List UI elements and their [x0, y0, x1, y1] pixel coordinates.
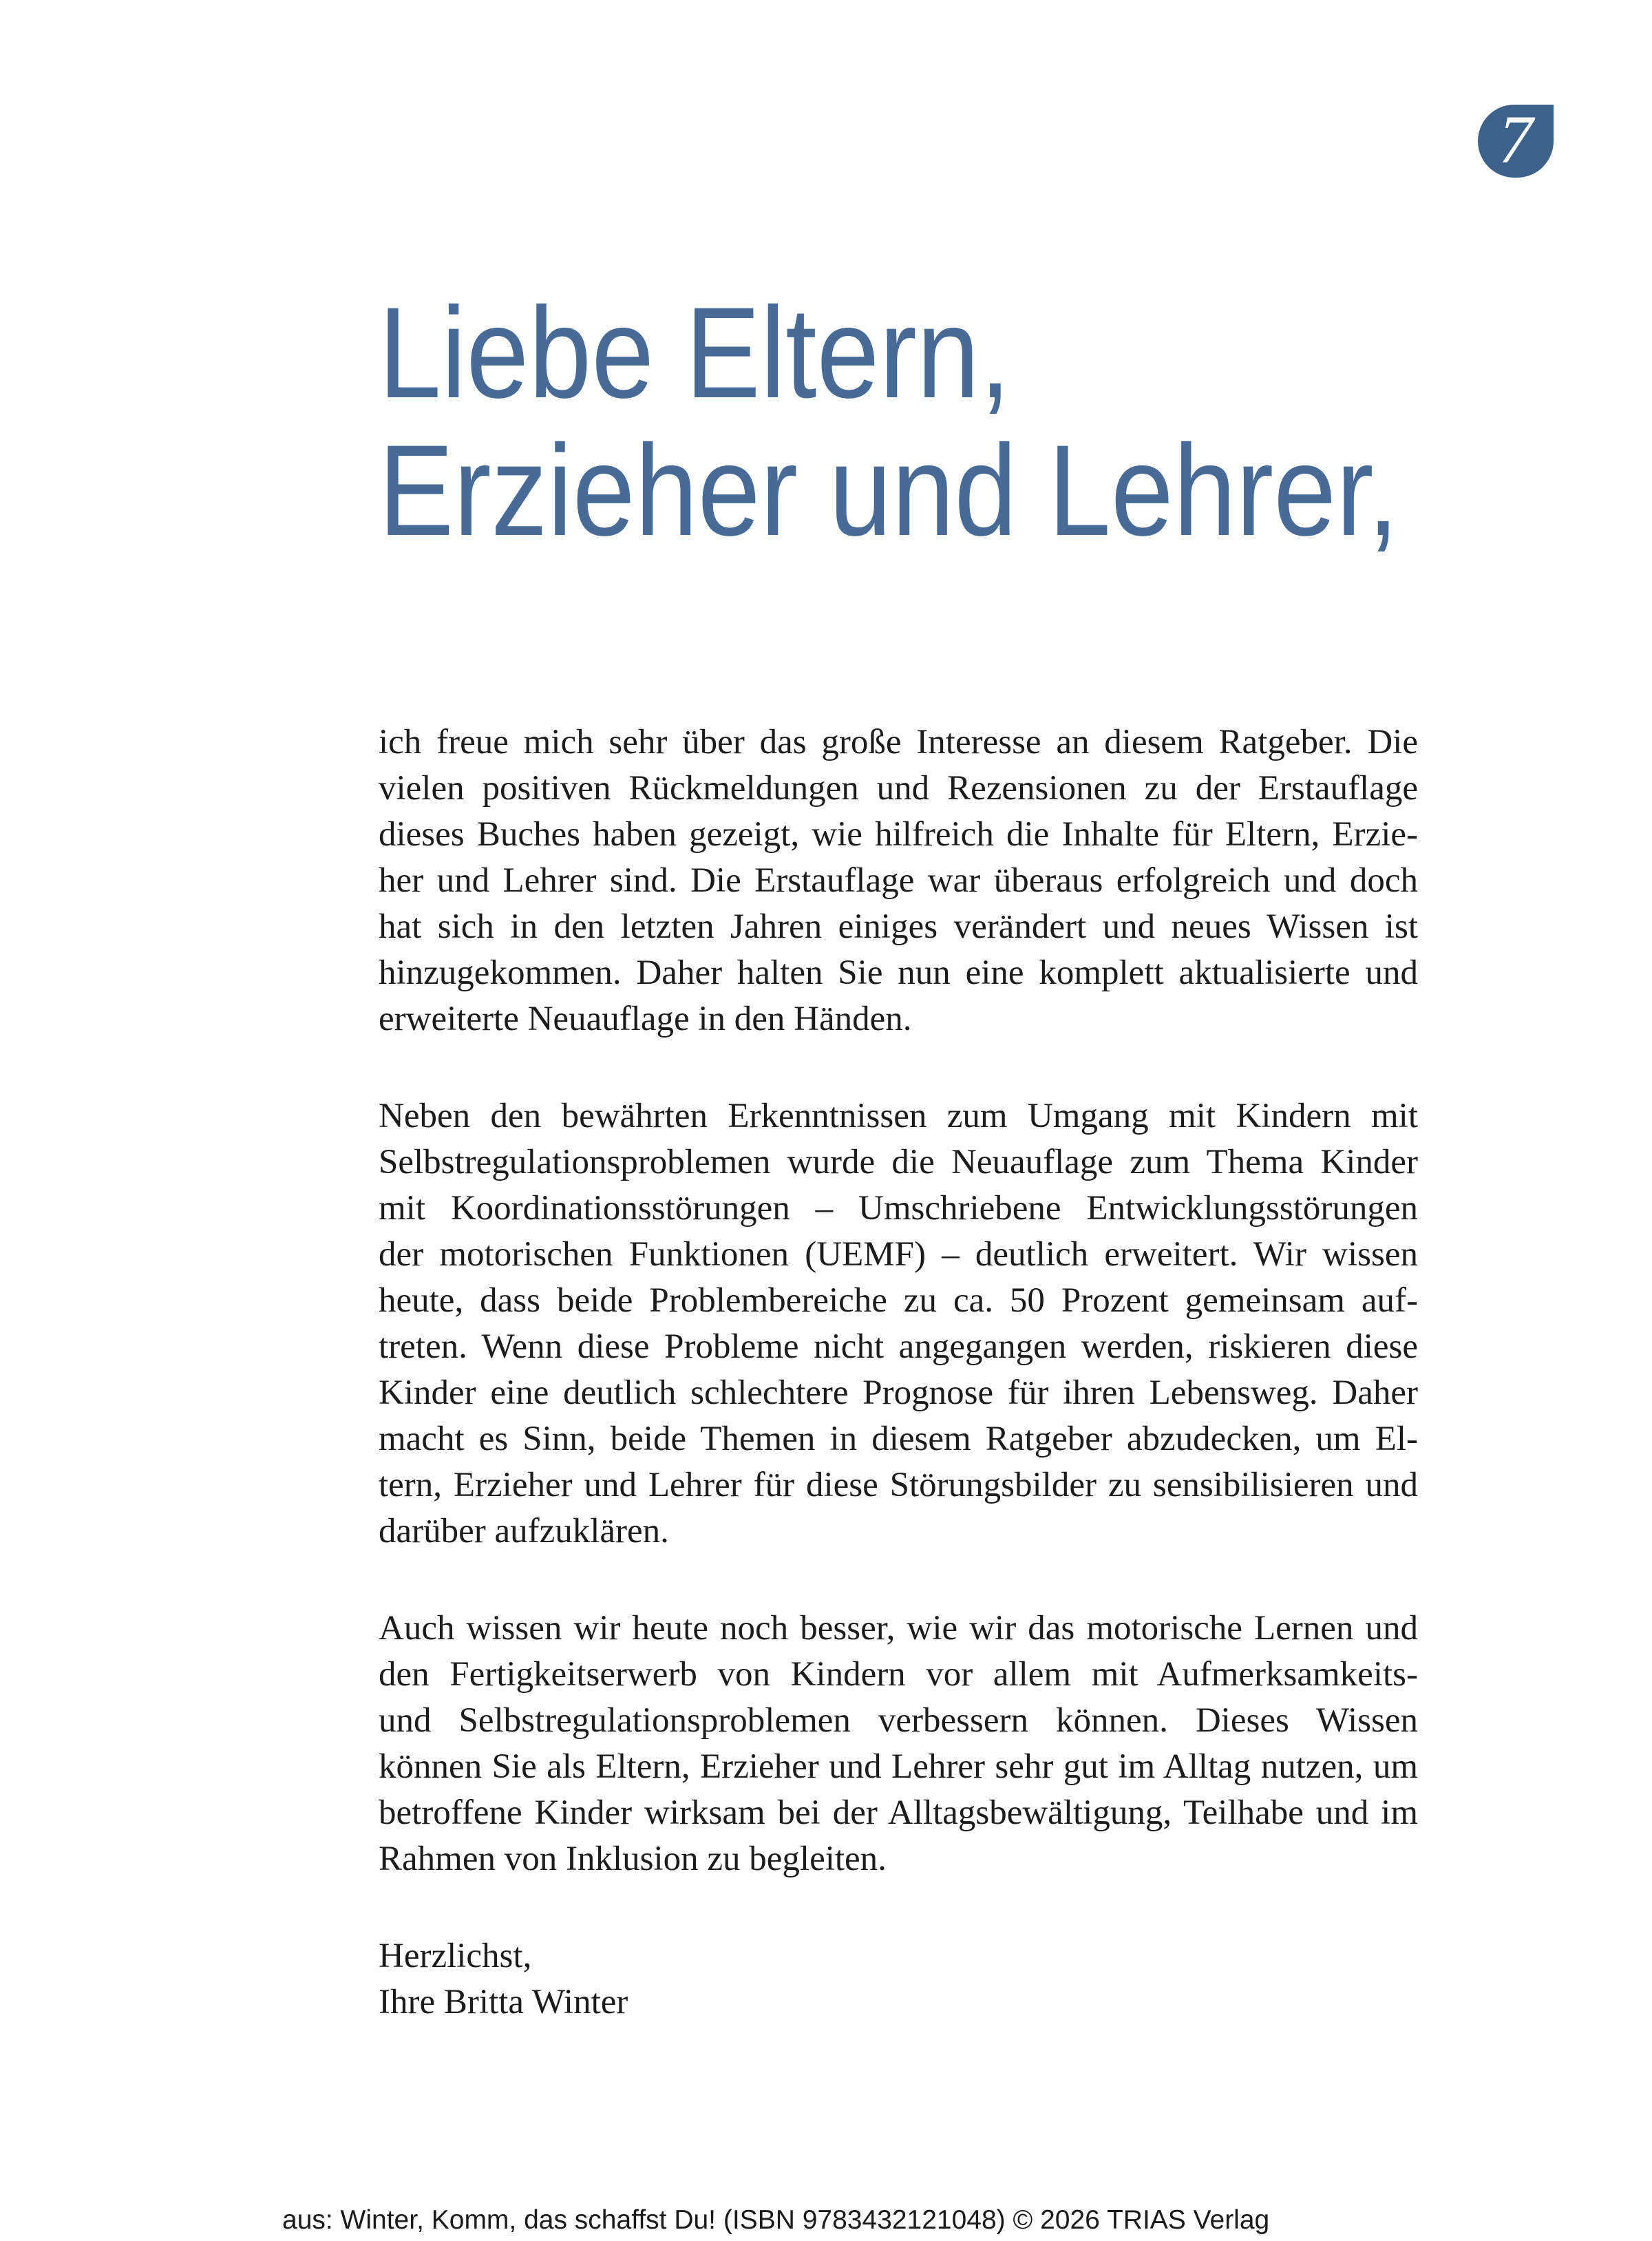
text-line: und Selbstregulationsproblemen verbessern können. Dieses Wissen: [379, 1701, 1418, 1740]
text-line: heute, dass beide Problembereiche zu ca. 50 Prozent gemeinsam auf-: [379, 1281, 1418, 1320]
text-line: Rahmen von Inklusion zu begleiten.: [379, 1840, 887, 1878]
text-line: den Fertigkeitserwerb von Kindern vor allem mit Aufmerksamkeits-: [379, 1655, 1418, 1694]
chapter-title: [379, 280, 1399, 562]
footer-credit: aus: Winter, Komm, das schaffst Du! (ISBN 9783432121048) © 2026 TRIAS Verlag: [282, 2205, 1270, 2235]
closing: [379, 1933, 1418, 2026]
text-line: darüber aufzuklären.: [379, 1512, 669, 1550]
page-number-badge: [1478, 101, 1554, 178]
body-text: [379, 719, 1418, 2026]
text-line: hinzugekommen. Daher halten Sie nun eine komplett aktualisierte und: [379, 954, 1418, 992]
text-line: der motorischen Funktionen (UEMF) – deutlich erweitert. Wir wissen: [379, 1235, 1418, 1274]
text-line: können Sie als Eltern, Erzieher und Lehrer sehr gut im Alltag nutzen, um: [379, 1747, 1418, 1786]
paragraph: [379, 1093, 1418, 1555]
text-line: her und Lehrer sind. Die Erstauflage war überaus erfolgreich und doch: [379, 861, 1418, 900]
chapter-title-line: Liebe Eltern,: [379, 280, 1011, 425]
paragraph: [379, 1606, 1418, 1882]
text-line: mit Koordinationsstörungen – Umschriebene Entwicklungsstörungen: [379, 1189, 1418, 1228]
closing-salutation: Herzlichst,: [379, 1937, 532, 1975]
page-number: 7: [1499, 101, 1533, 178]
text-line: dieses Buches haben gezeigt, wie hilfreich die Inhalte für Eltern, Erzie-: [379, 815, 1418, 854]
text-line: betroffene Kinder wirksam bei der Alltagsbewältigung, Teilhabe und im: [379, 1793, 1418, 1832]
text-line: erweiterte Neuauflage in den Händen.: [379, 1000, 912, 1038]
text-line: tern, Erzieher und Lehrer für diese Störungsbilder zu sensibilisieren und: [379, 1466, 1418, 1504]
text-line: Kinder eine deutlich schlechtere Prognose für ihren Lebensweg. Daher: [379, 1374, 1418, 1412]
text-line: Selbstregulationsproblemen wurde die Neuauflage zum Thema Kinder: [379, 1143, 1418, 1181]
chapter-title-line: Erzieher und Lehrer,: [379, 418, 1399, 562]
text-line: hat sich in den letzten Jahren einiges verändert und neues Wissen ist: [379, 907, 1418, 946]
text-line: Auch wissen wir heute noch besser, wie wir das motorische Lernen und: [379, 1609, 1418, 1648]
text-line: treten. Wenn diese Probleme nicht angegangen werden, riskieren diese: [379, 1327, 1418, 1366]
closing-signature: Ihre Britta Winter: [379, 1983, 628, 2021]
text-line: vielen positiven Rückmeldungen und Rezensionen zu der Erstauflage: [379, 769, 1418, 808]
text-line: Neben den bewährten Erkenntnissen zum Umgang mit Kindern mit: [379, 1097, 1418, 1135]
paragraph: [379, 719, 1418, 1042]
text-line: macht es Sinn, beide Themen in diesem Ratgeber abzudecken, um El-: [379, 1420, 1418, 1458]
text-line: ich freue mich sehr über das große Interesse an diesem Ratgeber. Die: [379, 723, 1418, 761]
